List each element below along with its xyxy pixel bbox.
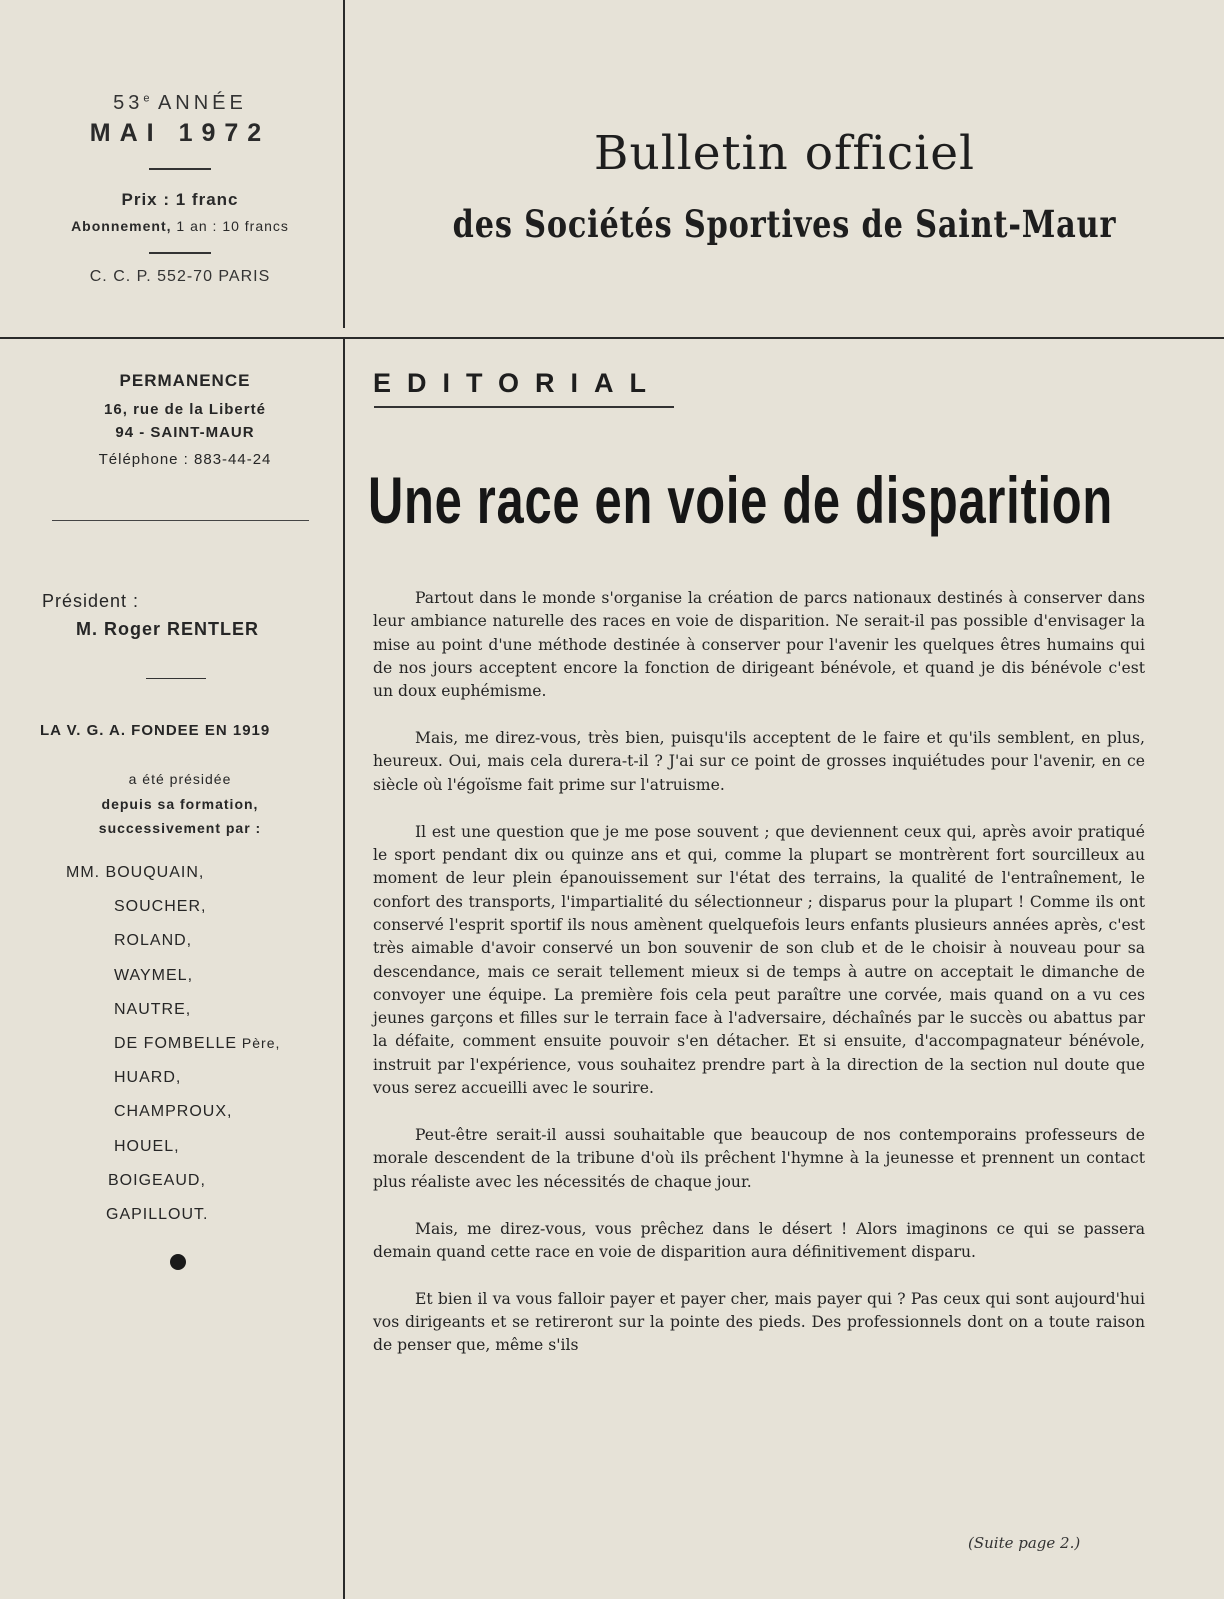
presided-line-3: successivement par : (98, 820, 262, 836)
president-name (76, 619, 259, 640)
list-item (66, 898, 280, 932)
list-item (66, 1172, 280, 1206)
president-name-item: BOIGEAUD, (108, 1171, 206, 1189)
issue-date: MAI 1972 (89, 119, 271, 147)
list-item (66, 1138, 280, 1172)
president-label: Président : (42, 591, 140, 611)
article-paragraph: Et bien il va vous falloir payer et payer cher, mais payer qui ? Pas ceux qui sont aujourd'hui vos dirigeants et se retireront sur la pointe des pieds. Des professionnels dont on a toute raison de penser que, même s'ils (373, 1289, 1145, 1355)
president-name-item: HOUEL, (114, 1137, 180, 1155)
list-item (66, 864, 280, 898)
article-body (373, 587, 1145, 1381)
bulletin-subtitle: des Sociétés Sportives de Saint-Maur (452, 202, 1117, 246)
permanence-city: 94 - SAINT-MAUR (115, 424, 255, 441)
article-paragraph: Partout dans le monde s'organise la création de parcs nationaux destinés à conserver dans leur ambiance naturelle des races en voie de disparition. Ne serait-il pas possible d'envisager la mise au point d'une méthode destinée à conserver pour l'avenir les quelques êtres humains qui de nos jours acceptent encore la fonction de dirigeant bénévole, et quand je dis bénévole c'est un doux euphémisme. (373, 589, 1145, 701)
permanence-address: 16, rue de la Liberté (104, 401, 266, 418)
subscription-value: 1 an : 10 francs (176, 218, 289, 234)
issue-year (30, 92, 330, 115)
list-item (66, 967, 280, 1001)
ccp-account: C. C. P. 552-70 PARIS (89, 268, 271, 285)
list-item (66, 1001, 280, 1035)
issue-year-label: ANNÉE (157, 92, 247, 114)
president-name-item: WAYMEL, (114, 966, 194, 984)
president-name-item: MM. BOUQUAIN, (66, 864, 205, 881)
permanence-block (30, 371, 340, 468)
list-item (66, 1069, 280, 1103)
president-name-item: ROLAND, (114, 932, 193, 950)
article-paragraph: Il est une question que je me pose souvent ; que deviennent ceux qui, après avoir pratiqué le sport pendant dix ou quinze ans et qui, comme la plupart se montrèrent fort sourcilleux au moment de leur plein épanouissement sur l'état des terrains, la qualité de l'entraînement, le confort des transports, l'impartialité du sélectionneur ; disparus pour la plupart ! Comme ils ont conservé l'esprit sportif ils nous amènent quelquefois leurs enfants plusieurs années après, c'est très aimable d'avoir conservé un bon souvenir de son club et de le choisir à nouveau pour sa descendance, mais ce serait tellement mieux si de temps à autre on acceptait le dimanche de convoyer une équipe. La première fois cela peut paraître une corvée, mais quand on a vu ces jeunes garçons et filles sur le terrain face à l'adversaire, déchaînés par le succès ou abattus par la défaite, comment ensuite pouvoir s'en détacher. Et si ensuite, d'accompagnateur bénévole, instruit par l'expérience, vous souhaitez prendre part à la direction de la section nul doute que vous serez accueilli avec le sourire. (373, 822, 1145, 1098)
list-item (66, 1206, 280, 1240)
list-item (66, 1035, 280, 1069)
president-name-suffix: Père, (237, 1034, 281, 1051)
list-item (66, 932, 280, 966)
president-name-item: NAUTRE, (114, 1000, 192, 1018)
bullet-dot-icon (170, 1254, 186, 1270)
vga-founded: LA V. G. A. FONDEE EN 1919 (40, 722, 271, 739)
header-rule-1 (149, 168, 211, 170)
president-name-item: SOUCHER, (114, 898, 207, 916)
sidebar-rule-2 (146, 678, 206, 679)
bulletin-title: Bulletin officiel (593, 126, 976, 181)
article-paragraph: Peut-être serait-il aussi souhaitable que beaucoup de nos contemporains professeurs de morale descendent de la tribune d'où ils prêchent l'hymne à la jeunesse et prennent un contact plus réaliste avec les nécessités de chaque jour. (373, 1126, 1145, 1191)
subscription (30, 218, 330, 234)
permanence-telephone: Téléphone : 883-44-24 (98, 451, 272, 468)
section-label: EDITORIAL (373, 368, 663, 398)
list-item (66, 1103, 280, 1137)
former-presidents-list (66, 864, 280, 1240)
section-underline (374, 406, 674, 408)
article-paragraph: Mais, me direz-vous, vous prêchez dans le désert ! Alors imaginons ce qui se passera demain quand cette race en voie de disparition aura définitivement disparu. (373, 1219, 1145, 1261)
presided-line-2: depuis sa formation, (101, 796, 259, 812)
president-name-item: HUARD, (114, 1069, 182, 1087)
president-name-item: GAPILLOUT. (106, 1205, 209, 1223)
article-paragraph: Mais, me direz-vous, très bien, puisqu'ils acceptent de le faire et qu'ils semblent, en plus, heureux. Oui, mais cela durera-t-il ? J'ai sur ce point de grosses inquiétudes pour l'avenir, en ce siècle où l'égoïsme fait prime sur l'atruisme. (373, 729, 1145, 794)
price: Prix : 1 franc (121, 190, 239, 209)
subscription-label: Abonnement, (71, 218, 172, 234)
issue-year-number: 53 (113, 92, 144, 114)
header-bottom-rule (0, 337, 1224, 339)
president-first-name: M. Roger (76, 619, 162, 639)
president-name-item: CHAMPROUX, (114, 1103, 233, 1121)
continued-note: (Suite page 2.) (968, 1534, 1081, 1552)
article-headline: Une race en voie de disparition (368, 463, 1113, 537)
president-surname: RENTLER (167, 619, 260, 639)
issue-info (30, 92, 330, 286)
body-column-divider (343, 339, 345, 1599)
permanence-label: PERMANENCE (119, 371, 251, 390)
presided-line-1: a été présidée (128, 771, 232, 787)
issue-year-suffix: e (143, 92, 150, 105)
header-rule-2 (149, 252, 211, 254)
president-name-item: DE FOMBELLE (114, 1034, 238, 1052)
sidebar-rule-1 (52, 520, 309, 521)
